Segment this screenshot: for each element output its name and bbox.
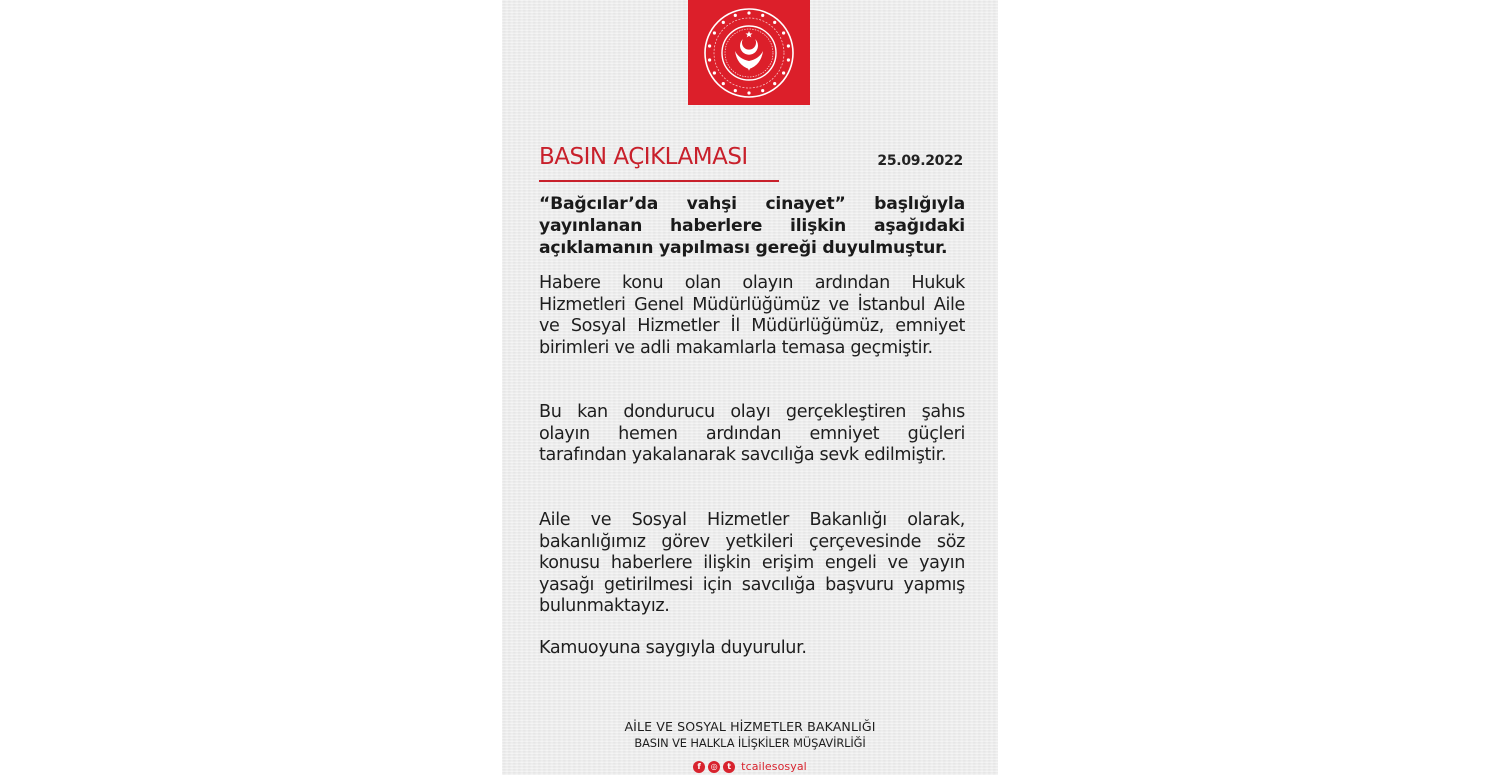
document-title: BASIN AÇIKLAMASI <box>539 144 748 170</box>
closing-line: Kamuoyuna saygıyla duyurulur. <box>539 638 807 658</box>
department-name: BASIN VE HALKLA İLİŞKİLER MÜŞAVİRLİĞİ <box>634 736 866 750</box>
lead-paragraph: “Bağcılar’da vahşi cinayet” başlığıyla yayınlanan haberlere ilişkin aşağıdaki açıklamanın yapılması gereği duyulmuştur. <box>539 194 965 258</box>
body-paragraph-2: Bu kan dondurucu olayı gerçekleştiren şahıs olayın hemen ardından emniyet güçleri tarafından yakalanarak savcılığa sevk edilmiştir. <box>539 402 965 466</box>
document-date: 25.09.2022 <box>877 153 963 169</box>
title-underline <box>539 180 779 182</box>
ministry-seal-icon <box>699 3 799 103</box>
social-links <box>502 760 998 773</box>
body-paragraph-3: Aile ve Sosyal Hizmetler Bakanlığı olarak, bakanlığımız görev yetkileri çerçevesinde söz konusu haberlere ilişkin erişim engeli ve yayın yasağı getirilmesi için savcılığa başvuru yapmış bulunmaktayız. <box>539 510 965 617</box>
twitter-icon[interactable]: t <box>723 761 735 773</box>
document-footer <box>502 718 998 751</box>
press-release-document <box>502 0 998 775</box>
ministry-logo <box>688 0 810 105</box>
facebook-icon[interactable]: f <box>693 761 705 773</box>
ministry-name: AİLE VE SOSYAL HİZMETLER BAKANLIĞI <box>624 719 876 734</box>
social-handle[interactable]: tcailesosyal <box>741 760 807 773</box>
instagram-icon[interactable]: ◎ <box>708 761 720 773</box>
body-paragraph-1: Habere konu olan olayın ardından Hukuk Hizmetleri Genel Müdürlüğümüz ve İstanbul Aile ve Sosyal Hizmetler İl Müdürlüğümüz, emniyet birimleri ve adli makamlarla temasa geçmiştir. <box>539 273 965 358</box>
document-header <box>539 144 965 184</box>
